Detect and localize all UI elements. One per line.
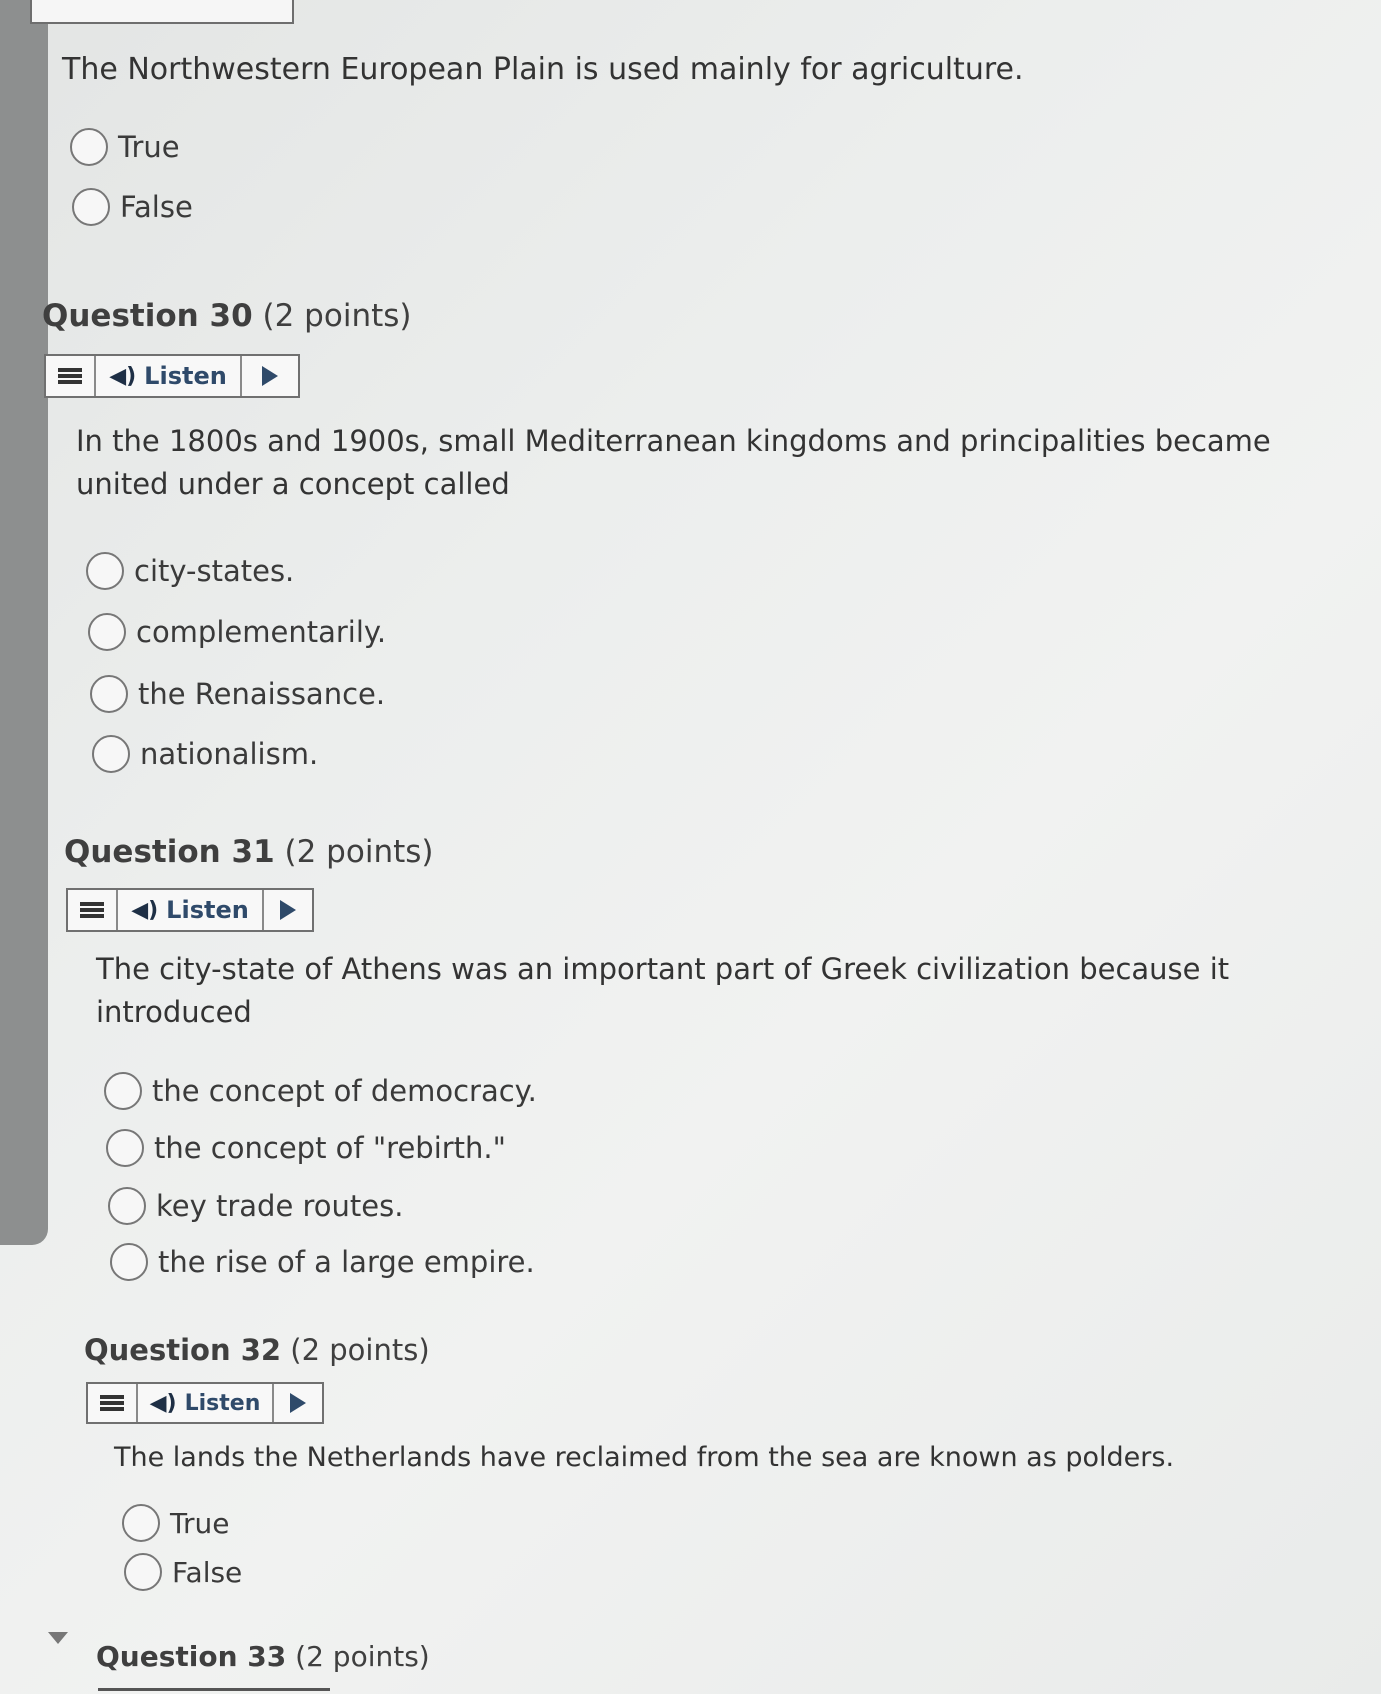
menu-icon[interactable]	[46, 356, 96, 396]
radio-button[interactable]	[86, 552, 124, 590]
option-label: the Renaissance.	[138, 677, 386, 711]
radio-button[interactable]	[92, 735, 130, 773]
option-label: False	[120, 190, 193, 224]
option-label: True	[118, 130, 180, 164]
divider	[98, 1688, 330, 1691]
listen-button[interactable]: ◀) Listen	[96, 356, 242, 396]
q31-option-1[interactable]	[104, 1072, 537, 1110]
play-icon[interactable]	[274, 1384, 322, 1422]
radio-button[interactable]	[70, 128, 108, 166]
question-29-text: The Northwestern European Plain is used mainly for agriculture.	[62, 52, 1024, 87]
q31-option-2[interactable]	[106, 1129, 506, 1167]
q30-option-4[interactable]	[92, 735, 318, 773]
option-label: the rise of a large empire.	[158, 1245, 535, 1279]
q30-listen-toolbar	[44, 354, 300, 398]
page-scrollbar[interactable]	[0, 0, 48, 1245]
speaker-icon: ◀)	[131, 897, 159, 923]
menu-icon[interactable]	[88, 1384, 138, 1422]
question-32-title: Question 32 (2 points)	[84, 1333, 430, 1367]
radio-button[interactable]	[124, 1553, 162, 1591]
q32-listen-toolbar	[86, 1382, 324, 1424]
option-label: complementarily.	[136, 615, 387, 649]
option-label: True	[170, 1506, 230, 1540]
radio-button[interactable]	[88, 613, 126, 651]
option-label: key trade routes.	[156, 1189, 404, 1223]
listen-toolbar-partial[interactable]	[30, 0, 294, 24]
option-label: nationalism.	[140, 737, 319, 771]
q31-option-3[interactable]	[108, 1187, 403, 1225]
question-30-title: Question 30 (2 points)	[42, 298, 412, 334]
q30-option-3[interactable]	[90, 675, 385, 713]
speaker-icon: ◀)	[149, 1390, 177, 1416]
option-label: the concept of democracy.	[152, 1074, 537, 1108]
menu-icon[interactable]	[68, 890, 118, 930]
question-32-text: The lands the Netherlands have reclaimed from the sea are known as polders.	[114, 1442, 1175, 1473]
radio-button[interactable]	[110, 1243, 148, 1281]
question-31-title: Question 31 (2 points)	[64, 834, 434, 870]
radio-button[interactable]	[72, 188, 110, 226]
question-30-text: In the 1800s and 1900s, small Mediterranean kingdoms and principalities became united under a concept called	[76, 424, 1271, 501]
option-label: city-states.	[134, 554, 295, 588]
q29-option-true[interactable]	[70, 128, 180, 166]
q30-option-1[interactable]	[86, 552, 294, 590]
q32-option-false[interactable]	[124, 1553, 242, 1591]
listen-button[interactable]: ◀) Listen	[118, 890, 264, 930]
listen-button[interactable]: ◀) Listen	[138, 1384, 274, 1422]
q29-option-false[interactable]	[72, 188, 193, 226]
q31-option-4[interactable]	[110, 1243, 535, 1281]
option-label: False	[172, 1555, 243, 1589]
radio-button[interactable]	[122, 1504, 160, 1542]
question-31-text: The city-state of Athens was an important part of Greek civilization because it introduced	[96, 952, 1230, 1029]
q31-listen-toolbar	[66, 888, 314, 932]
option-label: the concept of "rebirth."	[154, 1131, 506, 1165]
speaker-icon: ◀)	[109, 363, 137, 389]
collapse-triangle-icon[interactable]	[48, 1632, 68, 1644]
radio-button[interactable]	[106, 1129, 144, 1167]
play-icon[interactable]	[264, 890, 312, 930]
question-33-title: Question 33 (2 points)	[96, 1640, 430, 1673]
radio-button[interactable]	[104, 1072, 142, 1110]
q32-option-true[interactable]	[122, 1504, 229, 1542]
play-icon[interactable]	[242, 356, 298, 396]
radio-button[interactable]	[90, 675, 128, 713]
q30-option-2[interactable]	[88, 613, 386, 651]
radio-button[interactable]	[108, 1187, 146, 1225]
